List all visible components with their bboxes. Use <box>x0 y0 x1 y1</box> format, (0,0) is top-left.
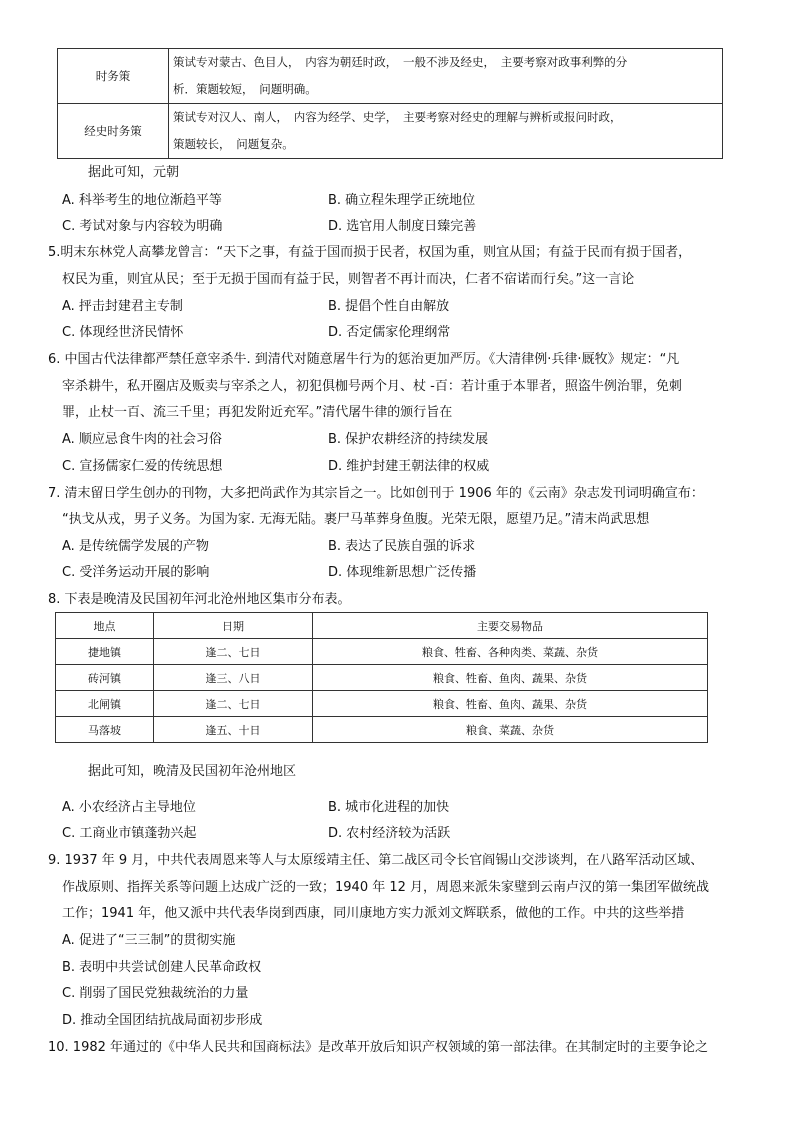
option-c: C. 体现经世济民情怀 <box>62 325 184 340</box>
question-text: 6. 中国古代法律都严禁任意宰杀牛. 到清代对随意屠牛行为的惩治更加严厉。《大清律例·兵律·厩牧》规定：“凡 <box>48 352 680 367</box>
option-b: B. 提倡个性自由解放 <box>328 299 450 314</box>
table-cell-content <box>169 49 723 104</box>
table-cell-line: 策题较长， 问题复杂。 <box>173 137 294 151</box>
question-text: 罪，止杖一百、流三千里；再犯发附近充军。”清代屠牛律的颁行旨在 <box>62 405 453 420</box>
option-a: A. 科举考生的地位渐趋平等 <box>62 193 222 208</box>
option-d: D. 选官用人制度日臻完善 <box>328 219 477 234</box>
option-b: B. 表达了民族自强的诉求 <box>328 539 476 554</box>
option-d: D. 否定儒家伦理纲常 <box>328 325 451 340</box>
table-cell: 粮食、牲畜、鱼肉、蔬果、杂货 <box>313 665 708 691</box>
question-text: 宰杀耕牛，私开圈店及贩卖与宰杀之人，初犯俱枷号两个月、杖 -百：若计重于本罪者，照盗牛例治罪，免刺 <box>62 379 682 394</box>
question-text: 5.明末东林党人高攀龙曾言：“天下之事，有益于国而损于民者，权国为重，则宜从国；有益于民而有损于国者， <box>48 245 692 260</box>
option-c: C. 考试对象与内容较为明确 <box>62 219 223 234</box>
option-b: B. 确立程朱理学正统地位 <box>328 193 476 208</box>
table-row <box>56 665 708 691</box>
option-c: C. 削弱了国民党独裁统治的力量 <box>62 986 249 1001</box>
option-b: B. 城市化进程的加快 <box>328 800 450 815</box>
market-distribution-table <box>55 612 708 743</box>
table-header-cell: 日期 <box>154 613 313 639</box>
table-header-cell: 主要交易物品 <box>313 613 708 639</box>
table-header-cell: 地点 <box>56 613 154 639</box>
option-d: D. 农村经济较为活跃 <box>328 826 451 841</box>
option-c: C. 宣扬儒家仁爱的传统思想 <box>62 459 223 474</box>
option-d: D. 维护封建王朝法律的权威 <box>328 459 490 474</box>
question-text: 8. 下表是晚清及民国初年河北沧州地区集市分布表。 <box>48 592 351 607</box>
table-cell-line: 策试专对蒙古、色目人， 内容为朝廷时政， 一般不涉及经史， 主要考察对政事利弊的分 <box>173 55 628 69</box>
table-row <box>56 639 708 665</box>
table-row <box>56 717 708 743</box>
table-cell: 逢三、八日 <box>154 665 313 691</box>
table-cell-line: 策试专对汉人、南人， 内容为经学、史学， 主要考察对经史的理解与辨析或报问时政， <box>173 110 622 124</box>
table-cell: 北闸镇 <box>56 691 154 717</box>
question-text: 权民为重，则宜从民；至于无损于国而有益于民，则智者不再计而决，仁者不宿诺而行矣。”这一言论 <box>62 272 635 287</box>
table-cell: 粮食、菜蔬、杂货 <box>313 717 708 743</box>
option-a: A. 顺应忌食牛肉的社会习俗 <box>62 432 222 447</box>
question-stem: 据此可知，元朝 <box>88 165 180 180</box>
table-row <box>58 104 723 159</box>
table-cell: 逢二、七日 <box>154 691 313 717</box>
table-cell: 马落坡 <box>56 717 154 743</box>
question-text: 作战原则、指挥关系等问题上达成广泛的一致；1940 年 12 月，周恩来派朱家璧到云南卢汉的第一集团军做统战 <box>62 880 710 895</box>
option-d: D. 推动全国团结抗战局面初步形成 <box>62 1013 263 1028</box>
option-c: C. 受洋务运动开展的影响 <box>62 565 210 580</box>
table-row <box>58 49 723 104</box>
question-text: 10. 1982 年通过的《中华人民共和国商标法》是改革开放后知识产权领域的第一部法律。在其制定时的主要争论之 <box>48 1040 709 1055</box>
question-text: 9. 1937 年 9 月，中共代表周恩来等人与太原绥靖主任、第二战区司令长官阎锡山交涉谈判，在八路军活动区域、 <box>48 853 704 868</box>
table-cell-line: 析．策题较短， 问题明确。 <box>173 82 317 96</box>
option-a: A. 抨击封建君主专制 <box>62 299 183 314</box>
option-a: A. 促进了“三三制”的贯彻实施 <box>62 933 236 948</box>
table-row <box>56 691 708 717</box>
table-cell: 粮食、牲畜、各种肉类、菜蔬、杂货 <box>313 639 708 665</box>
table-cell-label: 时务策 <box>58 49 169 104</box>
question-text: “执戈从戎，男子义务。为国为家. 无海无陆。裹尸马革葬身鱼腹。光荣无限，愿望乃足。”清末尚武思想 <box>62 512 650 527</box>
table-cell-label: 经史时务策 <box>58 104 169 159</box>
table-cell: 粮食、牲畜、鱼肉、蔬果、杂货 <box>313 691 708 717</box>
question-stem: 据此可知，晚清及民国初年沧州地区 <box>88 764 297 779</box>
table-header-row <box>56 613 708 639</box>
table-cell-content <box>169 104 723 159</box>
option-b: B. 表明中共尝试创建人民革命政权 <box>62 960 262 975</box>
option-c: C. 工商业市镇蓬勃兴起 <box>62 826 197 841</box>
table-cell: 逢五、十日 <box>154 717 313 743</box>
question-text: 工作；1941 年，他又派中共代表华岗到西康，同川康地方实力派刘文辉联系，做他的工作。中共的这些举措 <box>62 906 685 921</box>
exam-policy-table <box>57 48 723 159</box>
table-cell: 砖河镇 <box>56 665 154 691</box>
option-b: B. 保护农耕经济的持续发展 <box>328 432 489 447</box>
table-cell: 逢二、七日 <box>154 639 313 665</box>
table-cell: 捷地镇 <box>56 639 154 665</box>
option-d: D. 体现维新思想广泛传播 <box>328 565 477 580</box>
option-a: A. 是传统儒学发展的产物 <box>62 539 209 554</box>
question-text: 7. 清末留日学生创办的刊物，大多把尚武作为其宗旨之一。比如创刊于 1906 年的《云南》杂志发刊词明确宣布： <box>48 486 704 501</box>
option-a: A. 小农经济占主导地位 <box>62 800 196 815</box>
